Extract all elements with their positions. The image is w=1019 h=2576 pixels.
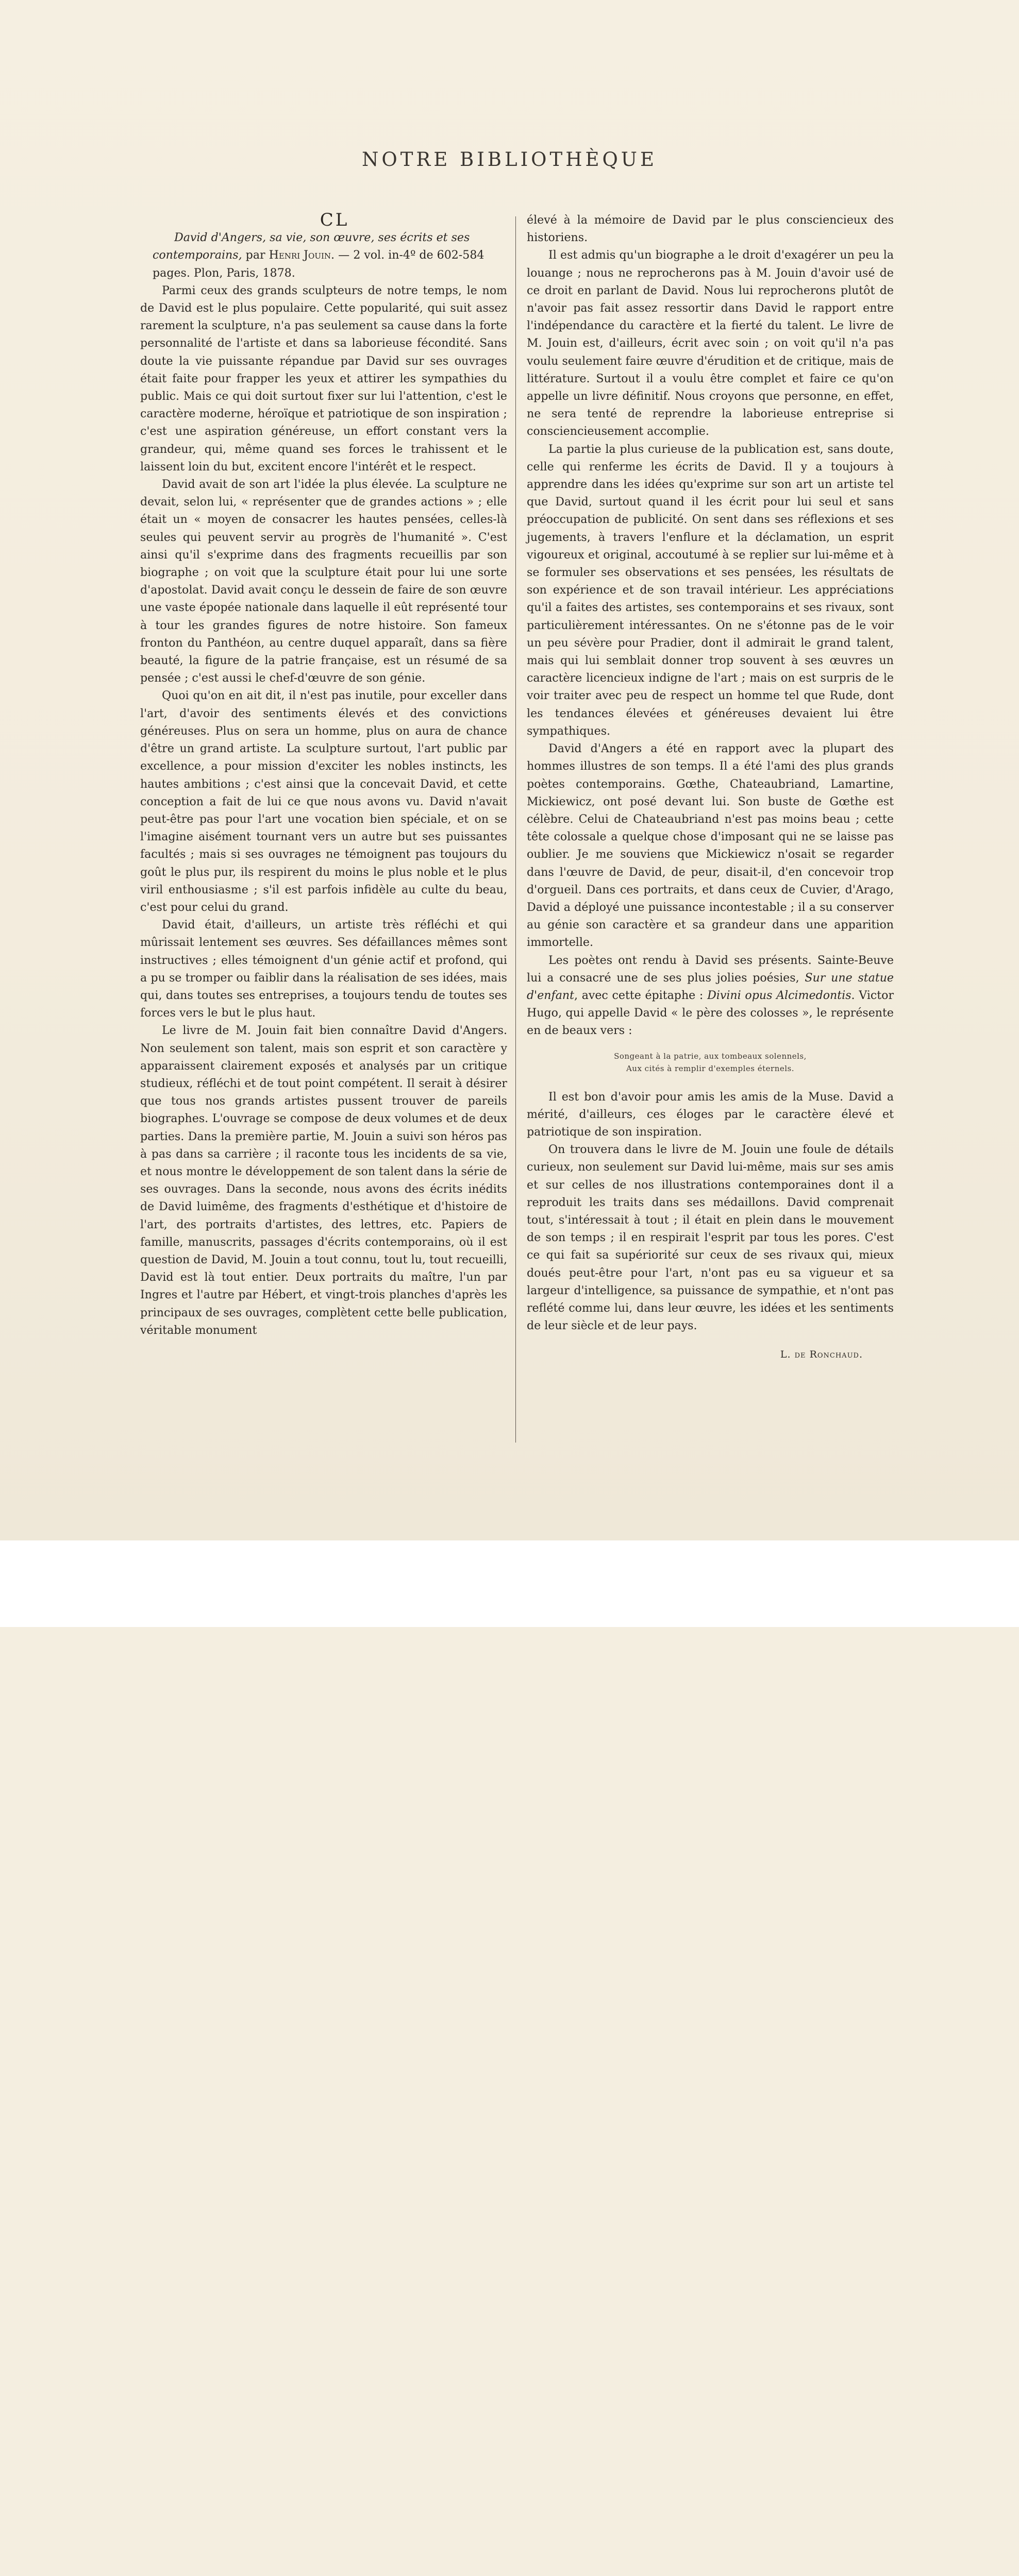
paragraph: David d'Angers a été en rapport avec la plupart des hommes illustres de son temps. Il a été l'ami des plus grands poètes contemporains. Gœthe, Chateaubriand, Lamartine, Mickiewicz, ont posé devant lui. Son buste de Gœthe est célèbre. Celui de Chateaubriand n'est pas moins beau ; cette tête colossale a quelque chose d'imposant qui ne se laisse pas oublier. Je me souviens que Mickiewicz n'osait se regarder dans l'œuvre de David, de peur, disait-il, d'en concevoir trop d'orgueil. Dans ces portraits, et dans ceux de Cuvier, d'Arago, David a déployé une puissance incontestable ; il a su conserver au génie son caractère et sa grandeur dans une apparition immortelle. bbox=[527, 742, 894, 950]
section-number: CL bbox=[320, 210, 349, 230]
poem-title: Sur une statue d'enfant bbox=[527, 971, 894, 1002]
book-author: Henri Jouin bbox=[269, 248, 331, 262]
column-divider bbox=[515, 216, 516, 1443]
left-column bbox=[140, 211, 507, 1339]
paragraph: On trouvera dans le livre de M. Jouin une foule de détails curieux, non seulement sur David lui-même, mais sur ses amis et sur celles de nos illustrations contemporaines dont il a reproduit les traits dans ses médaillons. David comprenait tout, s'intéressait à tout ; il était en plein dans le mouvement de son temps ; il en respirait l'esprit par tous les pores. C'est ce qui fait sa supériorité sur ceux de ses rivaux qui, mieux doués peut-être pour l'art, n'ont pas eu sa vigueur et sa largeur d'intelligence, sa puissance de sympathie, et n'ont pas reflété comme lui, dans leur œuvre, les idées et les sentiments de leur siècle et de leur pays. bbox=[527, 1143, 894, 1333]
book-reference: David d'Angers, sa vie, son œuvre, ses écrits et ses contemporains, par Henri Jouin. — 2 vol. in-4º de 602-584 pages. Plon, Paris, 1878. bbox=[153, 231, 485, 280]
author-signature: L. de Ronchaud. bbox=[780, 1349, 863, 1361]
book-title: David d'Angers, sa vie, son œuvre, ses écrits et ses contemporains, bbox=[153, 231, 470, 262]
poem-quote bbox=[527, 1050, 894, 1075]
footer-bar bbox=[0, 1540, 1019, 1627]
paragraph: Parmi ceux des grands sculpteurs de notre temps, le nom de David est le plus populaire. Cette popularité, qui suit assez rarement la sculpture, n'a pas seulement sa cause dans la forte personnalité de l'artiste et dans sa laborieuse fécondité. Sans doute la vie puissante répandue par David sur ses ouvrages était faite pour frapper les yeux et attirer les sympathies du public. Mais ce qui doit surtout fixer sur lui l'attention, c'est le caractère moderne, héroïque et patriotique de son inspiration ; c'est une aspiration généreuse, un effort constant vers la grandeur, qui, même quand ses forces le trahissent et le laissent loin du but, excitent encore l'intérêt et le respect. bbox=[140, 283, 507, 473]
epitaph: Divini opus Alcimedontis bbox=[707, 988, 851, 1002]
book-details: . — 2 vol. in-4º de 602-584 pages. Plon, Paris, 1878. bbox=[153, 248, 485, 280]
paragraph: David avait de son art l'idée la plus élevée. La sculpture ne devait, selon lui, « représenter que de grandes actions » ; elle était un « moyen de consacrer les hautes pensées, celles-là seules qui peuvent servir au progrès de l'humanité ». C'est ainsi qu'il s'exprime dans des fragments recueillis par son biographe ; on voit que la sculpture était pour lui une sorte d'apostolat. David avait conçu le dessein de faire de son œuvre une vaste épopée nationale dans laquelle il eût représenté tour à tour les grandes figures de notre histoire. Son fameux fronton du Panthéon, au centre duquel apparaît, dans sa fière beauté, la figure de la patrie française, est un résumé de sa pensée ; c'est aussi le chef-d'œuvre de son génie. bbox=[140, 478, 507, 685]
poem-line: Songeant à la patrie, aux tombeaux solennels, bbox=[614, 1051, 807, 1061]
paragraph-poets: Les poètes ont rendu à David ses présents. Sainte-Beuve lui a consacré une de ses plus jolies poésies, Sur une statue d'enfant, avec cette épitaphe : Divini opus Alcimedontis. Victor Hugo, qui appelle David « le père des colosses », le représente en de beaux vers : bbox=[527, 953, 894, 1038]
paragraph: David était, d'ailleurs, un artiste très réfléchi et qui mûrissait lentement ses œuvres. Ses défaillances mêmes sont instructives ; elles témoignent d'un génie actif et profond, qui a pu se tromper ou faiblir dans la réalisation de ses idées, mais qui, dans toutes ses entreprises, a toujours tendu de toutes ses forces vers le but le plus haut. bbox=[140, 918, 507, 1020]
paragraph: Le livre de M. Jouin fait bien connaître David d'Angers. Non seulement son talent, mais son esprit et son caractère y apparaissent clairement exposés et analysés par un critique studieux, réfléchi et de tout point compétent. Il serait à désirer que tous nos grands artistes pussent trouver de pareils biographes. L'ouvrage se compose de deux volumes et de deux parties. Dans la première partie, M. Jouin a suivi son héros pas à pas dans sa carrière ; il raconte tous les incidents de sa vie, et nous montre le développement de son talent dans la série de ses ouvrages. Dans la seconde, nous avons des écrits inédits de David luimême, des fragments d'esthétique et d'histoire de l'art, des portraits d'artistes, des lettres, etc. Papiers de famille, manuscrits, passages d'écrits contemporains, où il est question de David, M. Jouin a tout connu, tout lu, tout recueilli, David est là tout entier. Deux portraits du maître, l'un par Ingres et l'autre par Hébert, et vingt-trois planches d'après les principaux de ses ouvrages, complètent cette belle publication, véritable monument bbox=[140, 1024, 507, 1337]
paragraph: La partie la plus curieuse de la publication est, sans doute, celle qui renferme les écrits de David. Il y a toujours à apprendre dans les idées qu'exprime sur son art un artiste tel que David, surtout quand il les écrit pour lui seul et sans préoccupation de publicité. On sent dans ses réflexions et ses jugements, à travers l'enflure et la déclamation, un esprit vigoureux et original, accoutumé à se replier sur lui-même et à se formuler ses observations et ses pensées, les résultats de son expérience et de son travail intérieur. Les appréciations qu'il a faites des artistes, ses contemporains et ses rivaux, sont particulièrement intéressantes. On ne s'étonne pas de le voir un peu sévère pour Pradier, dont il admirait le grand talent, mais qui lui semblait donner trop souvent à ses œuvres un caractère licencieux indigne de l'art ; mais on est surpris de le voir traiter avec peu de respect un homme tel que Rude, dont les tendances élevées et généreuses devaient lui être sympathiques. bbox=[527, 442, 894, 738]
page-title: NOTRE BIBLIOTHÈQUE bbox=[361, 148, 657, 171]
paragraph-continuation: élevé à la mémoire de David par le plus consciencieux des historiens. bbox=[527, 213, 894, 245]
right-column bbox=[527, 211, 894, 1364]
paragraph: Quoi qu'on en ait dit, il n'est pas inutile, pour exceller dans l'art, d'avoir des sentiments élevés et des convictions généreuses. Plus on sera un homme, plus on aura de chance d'être un grand artiste. La sculpture surtout, l'art public par excellence, a pour mission d'exciter les nobles instincts, les hautes ambitions ; c'est ainsi que la concevait David, et cette conception a fait de lui ce que nous avons vu. David n'avait peut-être pas pour l'art une vocation bien spéciale, et on se l'imagine aisément tournant vers un autre but ses puissantes facultés ; mais si ses ouvrages ne témoignent pas toujours du goût le plus pur, ils respirent du moins le plus noble et le plus viril enthousiasme ; s'il est parfois infidèle au culte du beau, c'est pour celui du grand. bbox=[140, 689, 507, 914]
poem-line: Aux cités à remplir d'exemples éternels. bbox=[626, 1063, 795, 1073]
paragraph: Il est admis qu'un biographe a le droit d'exagérer un peu la louange ; nous ne reprocherons pas à M. Jouin d'avoir usé de ce droit en parlant de David. Nous lui reprocherons plutôt de n'avoir pas fait assez ressortir dans David le rapport entre l'indépendance du caractère et la fierté du talent. Le livre de M. Jouin est, d'ailleurs, écrit avec soin ; on voit qu'il n'a pas voulu seulement faire œuvre d'érudition et de critique, mais de littérature. Surtout il a voulu être complet et faire ce qu'on appelle un livre définitif. Nous croyons que personne, en effet, ne sera tenté de reprendre la laborieuse entreprise si consciencieusement accomplie. bbox=[527, 248, 894, 438]
paragraph: Il est bon d'avoir pour amis les amis de la Muse. David a mérité, d'ailleurs, ces éloges par le caractère élevé et patriotique de son inspiration. bbox=[527, 1090, 894, 1139]
